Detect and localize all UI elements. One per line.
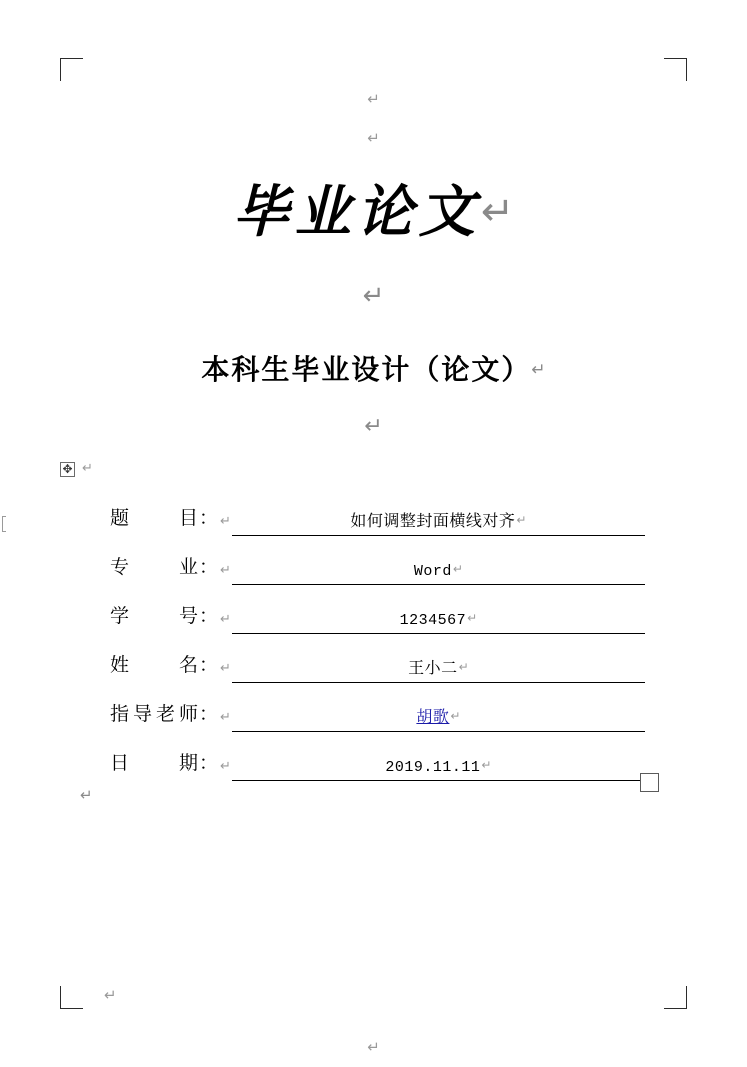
field-value-text[interactable]: 胡歌	[416, 709, 450, 726]
field-label-date	[110, 748, 218, 781]
field-label-student-id	[110, 601, 218, 634]
field-label-colon: ：	[198, 704, 218, 725]
field-value-text: 1234567	[399, 612, 467, 629]
cover-field-table	[110, 487, 645, 781]
field-label-text-2: 目	[178, 508, 198, 529]
cell-mark-label-4: ↵	[220, 661, 231, 676]
paragraph-mark-footer: ↵	[367, 1038, 380, 1056]
field-value-name[interactable]	[232, 655, 645, 683]
field-label-text: 日	[110, 753, 179, 774]
document-title	[0, 168, 747, 248]
field-value-date[interactable]	[232, 758, 645, 781]
cell-mark-label-3: ↵	[220, 612, 231, 627]
crop-mark-top-left	[60, 58, 83, 81]
field-value-advisor[interactable]	[232, 704, 645, 732]
table-move-handle[interactable]: ✥	[60, 462, 75, 477]
cell-mark-value-4: ↵	[458, 660, 469, 674]
field-label-text-2: 号	[178, 606, 198, 627]
field-value-major[interactable]	[232, 562, 645, 585]
field-label-colon: ：	[198, 655, 218, 676]
field-value-text: 王小二	[408, 660, 458, 677]
paragraph-mark-top-1: ↵	[367, 90, 380, 108]
field-label-text: 姓	[110, 655, 179, 676]
cell-mark-value-3: ↵	[467, 611, 478, 625]
cell-mark-label-6: ↵	[220, 759, 231, 774]
paragraph-mark-mid-2: ↵	[364, 414, 383, 439]
crop-mark-top-right	[664, 58, 687, 81]
paragraph-mark-title: ↵	[480, 189, 515, 235]
field-value-text: 2019.11.11	[385, 759, 481, 776]
field-label-text: 题	[110, 508, 179, 529]
paragraph-mark-mid-1: ↵	[362, 281, 385, 311]
field-value-text: Word	[413, 563, 452, 580]
cell-mark-value-5: ↵	[450, 709, 461, 723]
field-label-colon: ：	[198, 508, 218, 529]
crop-mark-bottom-right	[664, 986, 687, 1009]
document-title-text: 毕业论文	[232, 179, 481, 245]
field-label-major	[110, 552, 218, 585]
field-label-title	[110, 503, 218, 536]
table-row[interactable]	[110, 634, 645, 683]
field-label-text-2: 期	[178, 753, 198, 774]
field-label-text: 专	[110, 557, 179, 578]
paragraph-mark-before-table: ↵	[82, 461, 93, 476]
table-resize-handle[interactable]	[640, 773, 659, 792]
field-label-colon: ：	[198, 606, 218, 627]
field-value-text: 如何调整封面横线对齐	[350, 513, 516, 530]
field-label-colon: ：	[198, 557, 218, 578]
field-value-title[interactable]	[232, 508, 645, 536]
table-row[interactable]	[110, 536, 645, 585]
field-label-name	[110, 650, 218, 683]
paragraph-mark-bottom-left: ↵	[104, 986, 117, 1004]
cell-mark-label-5: ↵	[220, 710, 231, 725]
cell-mark-label-2: ↵	[220, 563, 231, 578]
field-label-text-2: 名	[178, 655, 198, 676]
document-subtitle	[0, 348, 747, 388]
table-row[interactable]	[110, 732, 645, 781]
field-label-text: 学	[110, 606, 179, 627]
cell-mark-value-1: ↵	[516, 513, 527, 527]
table-row[interactable]	[110, 487, 645, 536]
cell-mark-label-1: ↵	[220, 514, 231, 529]
paragraph-mark-subtitle: ↵	[531, 360, 546, 380]
section-break-mark: ↵	[80, 786, 93, 804]
field-label-colon: ：	[198, 753, 218, 774]
crop-mark-bottom-left	[60, 986, 83, 1009]
left-edge-marker	[2, 516, 6, 532]
paragraph-mark-top-2: ↵	[367, 129, 380, 147]
cell-mark-value-2: ↵	[452, 562, 463, 576]
field-label-text-2: 业	[178, 557, 198, 578]
cell-mark-value-6: ↵	[481, 758, 492, 772]
document-subtitle-text: 本科生毕业设计（论文）	[201, 355, 532, 386]
table-row[interactable]	[110, 585, 645, 634]
table-row[interactable]	[110, 683, 645, 732]
field-label-text: 指导老师	[110, 704, 198, 725]
field-label-advisor	[110, 699, 218, 732]
field-value-student-id[interactable]	[232, 611, 645, 634]
